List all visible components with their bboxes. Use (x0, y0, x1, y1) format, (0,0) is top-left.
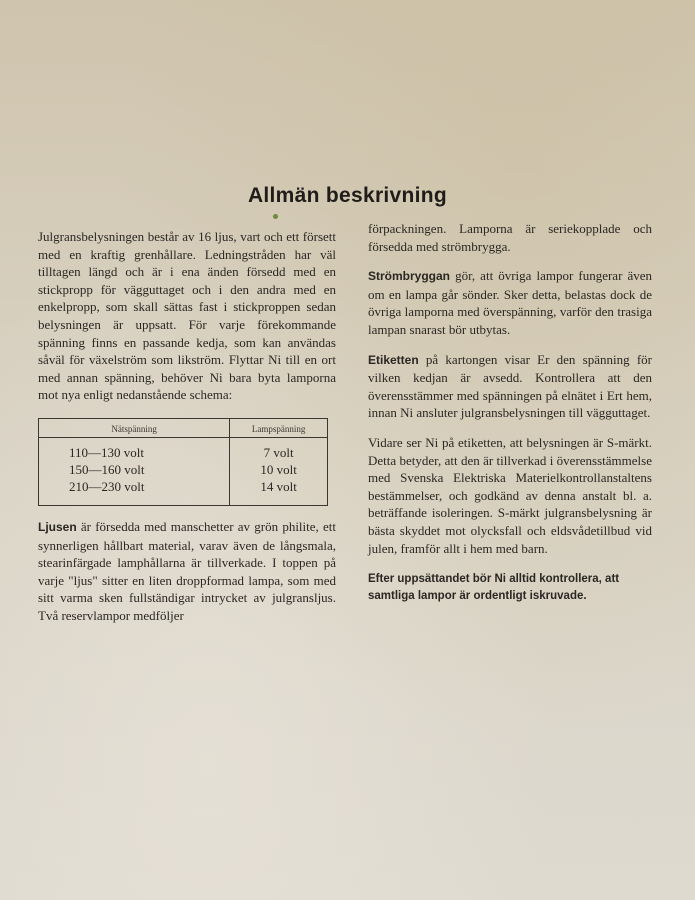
closing-note: Efter uppsättandet bör Ni alltid kontrollera, att samtliga lampor är ordentligt iskruvade. (368, 573, 620, 603)
ljusen-lead: Ljusen (38, 519, 77, 534)
net-voltage-value: 210—230 volt (69, 478, 145, 494)
page-title: Allmän beskrivning (247, 184, 448, 207)
ink-speck (273, 214, 278, 219)
strombryggan-paragraph (368, 267, 652, 338)
vidare-paragraph: Vidare ser Ni på etiketten, att belysningen är S-märkt. Detta betyder, att den är tillverkad i överensstämmelse med Svenska Elektriska Materielkontrollanstaltens bestämmelser, och godkänd av denna anstalt bl. a. beträffande isoleringen. S-märkt julgransbelysning är bästa skyddet mot olycksfall och eldsvådetillbud vid julen, framför allt i hem med barn. (368, 434, 652, 556)
net-voltage-value: 110—130 volt (69, 444, 144, 460)
left-column (38, 228, 336, 625)
ljusen-paragraph (38, 518, 336, 625)
continuation-paragraph: förpackningen. Lamporna är seriekopplade och försedda med strömbrygga. (368, 221, 652, 254)
voltage-schema-table (38, 418, 328, 506)
etiketten-paragraph (368, 351, 652, 422)
header-lamp-voltage: Lampspänning (230, 418, 328, 437)
header-net-voltage: Nätspänning (39, 418, 230, 437)
strombryggan-lead: Strömbryggan (368, 269, 451, 284)
lamp-voltage-value: 14 volt (260, 478, 297, 494)
ljusen-text: är försedda med manschetter av grön philite, ett synnerligen hållbart material, varav även de långsmala, stearinfärgade lamphållarna är tillverkade. I toppen på varje "ljus" sitter en liten droppformad lampa, som med sitt varma sken fullständigar intrycket av julgransljus. Två reservlampor medföljer (38, 518, 336, 623)
strombryggan-text: gör, att övriga lampor fungerar även om en lampa går sönder. Sker detta, belastas dock de övriga lamporna med överspänning, varför den trasiga lampan snarast bör utbytas. (368, 268, 652, 337)
intro-paragraph: Julgransbelysningen består av 16 ljus, vart och ett försett med en kraftig grenhållare. Ledningstråden har väl tilltagen längd och är i ena änden försedd med en stickpropp för vägguttaget och i den andra med en enkelpropp, som skall sättas fast i stickproppen sedan belysningen är uppsatt. För varje förekommande spänning finns en passande kedja, som kan användas såväl för växelström som likström. Flyttar Ni till en ort med annan spänning, behöver Ni bara byta lamporna mot nya enligt nedanstående schema: (38, 229, 336, 403)
right-column (368, 220, 652, 605)
etiketten-text: på kartongen visar Er den spänning för vilken kedjan är avsedd. Kontrollera att den överensstämmer med spänningen på elnätet i Ert hem, innan Ni ansluter julgransbelysningen till vägguttaget. (368, 351, 652, 421)
lamp-voltage-value: 7 volt (263, 444, 294, 460)
net-voltage-cell (39, 437, 230, 505)
lamp-voltage-value: 10 volt (260, 461, 297, 477)
etiketten-lead: Etiketten (368, 352, 419, 367)
net-voltage-value: 150—160 volt (69, 461, 145, 477)
lamp-voltage-cell (230, 437, 328, 505)
